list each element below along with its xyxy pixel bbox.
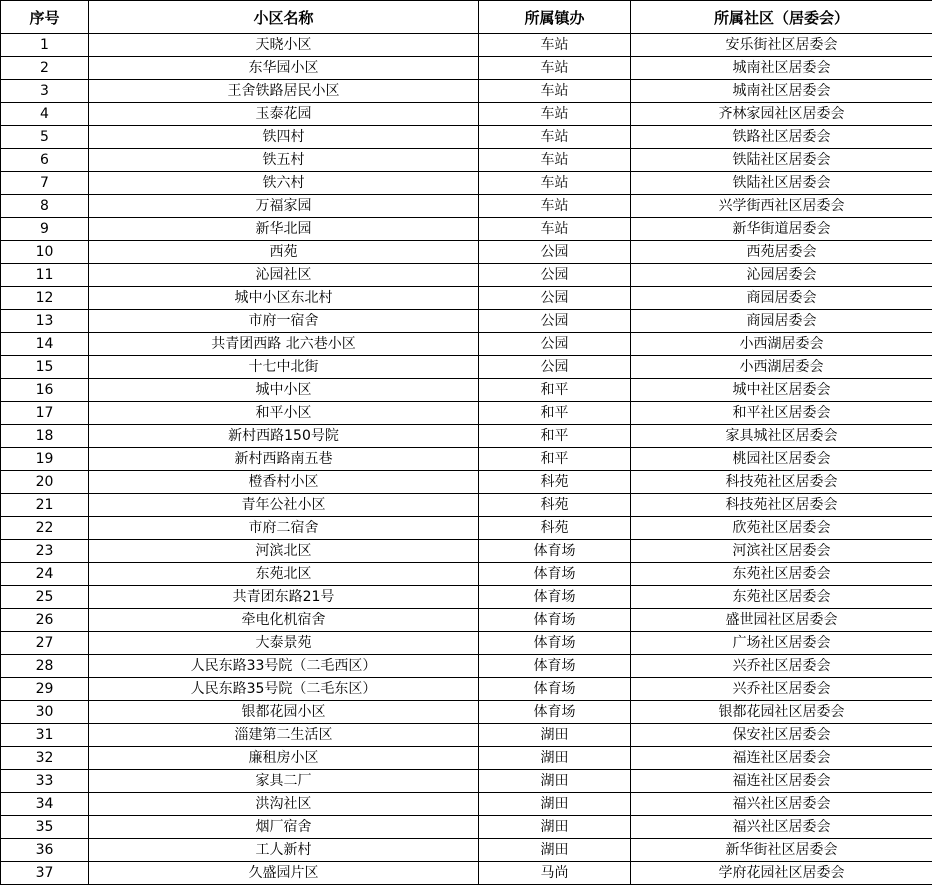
cell-residents-committee: 小西湖居委会 <box>631 333 932 356</box>
cell-residents-committee: 齐林家园社区居委会 <box>631 103 932 126</box>
cell-community-name: 铁五村 <box>89 149 479 172</box>
cell-community-name: 沁园社区 <box>89 264 479 287</box>
cell-residents-committee: 兴学街西社区居委会 <box>631 195 932 218</box>
cell-town-office: 体育场 <box>479 655 631 678</box>
cell-residents-committee: 城中社区居委会 <box>631 379 932 402</box>
cell-serial-number: 9 <box>1 218 89 241</box>
cell-town-office: 体育场 <box>479 609 631 632</box>
cell-community-name: 橙香村小区 <box>89 471 479 494</box>
cell-community-name: 家具二厂 <box>89 770 479 793</box>
cell-community-name: 共青团东路21号 <box>89 586 479 609</box>
cell-town-office: 湖田 <box>479 839 631 862</box>
cell-town-office: 和平 <box>479 379 631 402</box>
cell-community-name: 王舍铁路居民小区 <box>89 80 479 103</box>
cell-community-name: 新村西路南五巷 <box>89 448 479 471</box>
cell-residents-committee: 东苑社区居委会 <box>631 586 932 609</box>
table-row <box>1 724 932 747</box>
table-row <box>1 218 932 241</box>
table-row <box>1 80 932 103</box>
cell-serial-number: 33 <box>1 770 89 793</box>
cell-serial-number: 11 <box>1 264 89 287</box>
cell-town-office: 车站 <box>479 218 631 241</box>
cell-community-name: 新华北园 <box>89 218 479 241</box>
cell-serial-number: 19 <box>1 448 89 471</box>
table-row <box>1 149 932 172</box>
cell-serial-number: 27 <box>1 632 89 655</box>
cell-residents-committee: 铁路社区居委会 <box>631 126 932 149</box>
cell-residents-committee: 商园居委会 <box>631 287 932 310</box>
table-row <box>1 126 932 149</box>
cell-residents-committee: 东苑社区居委会 <box>631 563 932 586</box>
cell-serial-number: 29 <box>1 678 89 701</box>
cell-community-name: 淄建第二生活区 <box>89 724 479 747</box>
cell-town-office: 科苑 <box>479 517 631 540</box>
table-row <box>1 425 932 448</box>
cell-residents-committee: 安乐街社区居委会 <box>631 34 932 57</box>
table-row <box>1 816 932 839</box>
cell-community-name: 久盛园片区 <box>89 862 479 885</box>
cell-residents-committee: 盛世园社区居委会 <box>631 609 932 632</box>
cell-serial-number: 13 <box>1 310 89 333</box>
cell-community-name: 人民东路33号院（二毛西区） <box>89 655 479 678</box>
cell-residents-committee: 保安社区居委会 <box>631 724 932 747</box>
table-row <box>1 770 932 793</box>
cell-serial-number: 23 <box>1 540 89 563</box>
table-row <box>1 172 932 195</box>
cell-town-office: 公园 <box>479 241 631 264</box>
cell-residents-committee: 小西湖居委会 <box>631 356 932 379</box>
cell-community-name: 廉租房小区 <box>89 747 479 770</box>
table-row <box>1 747 932 770</box>
cell-residents-committee: 西苑居委会 <box>631 241 932 264</box>
cell-serial-number: 8 <box>1 195 89 218</box>
cell-community-name: 西苑 <box>89 241 479 264</box>
cell-residents-committee: 广场社区居委会 <box>631 632 932 655</box>
cell-residents-committee: 兴乔社区居委会 <box>631 678 932 701</box>
cell-community-name: 烟厂宿舍 <box>89 816 479 839</box>
cell-serial-number: 10 <box>1 241 89 264</box>
cell-community-name: 共青团西路 北六巷小区 <box>89 333 479 356</box>
cell-serial-number: 18 <box>1 425 89 448</box>
cell-town-office: 车站 <box>479 103 631 126</box>
cell-residents-committee: 福兴社区居委会 <box>631 816 932 839</box>
cell-residents-committee: 银都花园社区居委会 <box>631 701 932 724</box>
cell-residents-committee: 福连社区居委会 <box>631 747 932 770</box>
cell-community-name: 河滨北区 <box>89 540 479 563</box>
cell-community-name: 十七中北街 <box>89 356 479 379</box>
cell-town-office: 马尚 <box>479 862 631 885</box>
cell-residents-committee: 铁陆社区居委会 <box>631 172 932 195</box>
cell-community-name: 和平小区 <box>89 402 479 425</box>
table-row <box>1 701 932 724</box>
cell-serial-number: 7 <box>1 172 89 195</box>
cell-residents-committee: 铁陆社区居委会 <box>631 149 932 172</box>
table-row <box>1 517 932 540</box>
cell-town-office: 湖田 <box>479 793 631 816</box>
cell-serial-number: 6 <box>1 149 89 172</box>
cell-community-name: 市府二宿舍 <box>89 517 479 540</box>
cell-town-office: 和平 <box>479 402 631 425</box>
cell-town-office: 公园 <box>479 264 631 287</box>
cell-serial-number: 22 <box>1 517 89 540</box>
cell-community-name: 牵电化机宿舍 <box>89 609 479 632</box>
cell-town-office: 湖田 <box>479 724 631 747</box>
cell-serial-number: 17 <box>1 402 89 425</box>
header-row <box>1 1 932 34</box>
cell-community-name: 城中小区东北村 <box>89 287 479 310</box>
cell-residents-committee: 城南社区居委会 <box>631 80 932 103</box>
table-row <box>1 678 932 701</box>
cell-town-office: 车站 <box>479 80 631 103</box>
cell-town-office: 车站 <box>479 126 631 149</box>
header-community-name: 小区名称 <box>89 1 479 34</box>
table-row <box>1 586 932 609</box>
cell-residents-committee: 桃园社区居委会 <box>631 448 932 471</box>
cell-community-name: 银都花园小区 <box>89 701 479 724</box>
table-row <box>1 241 932 264</box>
cell-town-office: 车站 <box>479 195 631 218</box>
cell-residents-committee: 福连社区居委会 <box>631 770 932 793</box>
cell-residents-committee: 和平社区居委会 <box>631 402 932 425</box>
cell-residents-committee: 新华街社区居委会 <box>631 839 932 862</box>
cell-serial-number: 12 <box>1 287 89 310</box>
cell-community-name: 洪沟社区 <box>89 793 479 816</box>
cell-community-name: 玉泰花园 <box>89 103 479 126</box>
cell-town-office: 公园 <box>479 310 631 333</box>
cell-residents-committee: 家具城社区居委会 <box>631 425 932 448</box>
cell-residents-committee: 新华街道居委会 <box>631 218 932 241</box>
header-serial-number: 序号 <box>1 1 89 34</box>
table-row <box>1 494 932 517</box>
cell-residents-committee: 欣苑社区居委会 <box>631 517 932 540</box>
table-row <box>1 379 932 402</box>
cell-serial-number: 35 <box>1 816 89 839</box>
cell-town-office: 车站 <box>479 149 631 172</box>
cell-town-office: 公园 <box>479 333 631 356</box>
table-row <box>1 287 932 310</box>
cell-community-name: 铁六村 <box>89 172 479 195</box>
table-row <box>1 563 932 586</box>
cell-serial-number: 30 <box>1 701 89 724</box>
cell-serial-number: 25 <box>1 586 89 609</box>
table-row <box>1 471 932 494</box>
table-row <box>1 402 932 425</box>
cell-community-name: 东苑北区 <box>89 563 479 586</box>
cell-serial-number: 4 <box>1 103 89 126</box>
cell-town-office: 科苑 <box>479 471 631 494</box>
cell-community-name: 新村西路150号院 <box>89 425 479 448</box>
table-row <box>1 448 932 471</box>
table-row <box>1 103 932 126</box>
cell-community-name: 东华园小区 <box>89 57 479 80</box>
cell-community-name: 城中小区 <box>89 379 479 402</box>
cell-community-name: 工人新村 <box>89 839 479 862</box>
cell-community-name: 天晓小区 <box>89 34 479 57</box>
table-row <box>1 34 932 57</box>
cell-town-office: 体育场 <box>479 586 631 609</box>
cell-community-name: 大泰景苑 <box>89 632 479 655</box>
cell-town-office: 车站 <box>479 57 631 80</box>
cell-town-office: 湖田 <box>479 747 631 770</box>
table-row <box>1 310 932 333</box>
cell-serial-number: 5 <box>1 126 89 149</box>
table-row <box>1 793 932 816</box>
cell-serial-number: 32 <box>1 747 89 770</box>
table-row <box>1 264 932 287</box>
table-body <box>1 34 932 885</box>
table-row <box>1 540 932 563</box>
cell-town-office: 车站 <box>479 34 631 57</box>
cell-residents-committee: 科技苑社区居委会 <box>631 494 932 517</box>
cell-serial-number: 15 <box>1 356 89 379</box>
table-row <box>1 839 932 862</box>
cell-town-office: 和平 <box>479 448 631 471</box>
cell-town-office: 体育场 <box>479 632 631 655</box>
cell-residents-committee: 河滨社区居委会 <box>631 540 932 563</box>
table-row <box>1 862 932 885</box>
cell-serial-number: 2 <box>1 57 89 80</box>
cell-town-office: 湖田 <box>479 816 631 839</box>
cell-community-name: 青年公社小区 <box>89 494 479 517</box>
cell-town-office: 体育场 <box>479 563 631 586</box>
table-row <box>1 57 932 80</box>
cell-serial-number: 16 <box>1 379 89 402</box>
cell-serial-number: 1 <box>1 34 89 57</box>
cell-town-office: 公园 <box>479 287 631 310</box>
cell-serial-number: 34 <box>1 793 89 816</box>
cell-town-office: 湖田 <box>479 770 631 793</box>
cell-town-office: 体育场 <box>479 678 631 701</box>
cell-town-office: 体育场 <box>479 540 631 563</box>
cell-community-name: 人民东路35号院（二毛东区） <box>89 678 479 701</box>
cell-serial-number: 37 <box>1 862 89 885</box>
header-residents-committee: 所属社区（居委会） <box>631 1 932 34</box>
cell-residents-committee: 兴乔社区居委会 <box>631 655 932 678</box>
cell-town-office: 体育场 <box>479 701 631 724</box>
cell-residents-committee: 福兴社区居委会 <box>631 793 932 816</box>
cell-serial-number: 31 <box>1 724 89 747</box>
cell-residents-committee: 科技苑社区居委会 <box>631 471 932 494</box>
cell-serial-number: 20 <box>1 471 89 494</box>
cell-serial-number: 14 <box>1 333 89 356</box>
cell-town-office: 公园 <box>479 356 631 379</box>
cell-serial-number: 26 <box>1 609 89 632</box>
cell-residents-committee: 商园居委会 <box>631 310 932 333</box>
cell-serial-number: 3 <box>1 80 89 103</box>
table-row <box>1 333 932 356</box>
cell-community-name: 铁四村 <box>89 126 479 149</box>
table-row <box>1 655 932 678</box>
table-row <box>1 609 932 632</box>
table-row <box>1 632 932 655</box>
cell-serial-number: 36 <box>1 839 89 862</box>
cell-community-name: 万福家园 <box>89 195 479 218</box>
table-row <box>1 356 932 379</box>
cell-serial-number: 21 <box>1 494 89 517</box>
cell-town-office: 科苑 <box>479 494 631 517</box>
cell-town-office: 车站 <box>479 172 631 195</box>
cell-serial-number: 28 <box>1 655 89 678</box>
cell-residents-committee: 沁园居委会 <box>631 264 932 287</box>
cell-residents-committee: 城南社区居委会 <box>631 57 932 80</box>
cell-residents-committee: 学府花园社区居委会 <box>631 862 932 885</box>
cell-community-name: 市府一宿舍 <box>89 310 479 333</box>
cell-serial-number: 24 <box>1 563 89 586</box>
table-row <box>1 195 932 218</box>
header-town-office: 所属镇办 <box>479 1 631 34</box>
cell-town-office: 和平 <box>479 425 631 448</box>
